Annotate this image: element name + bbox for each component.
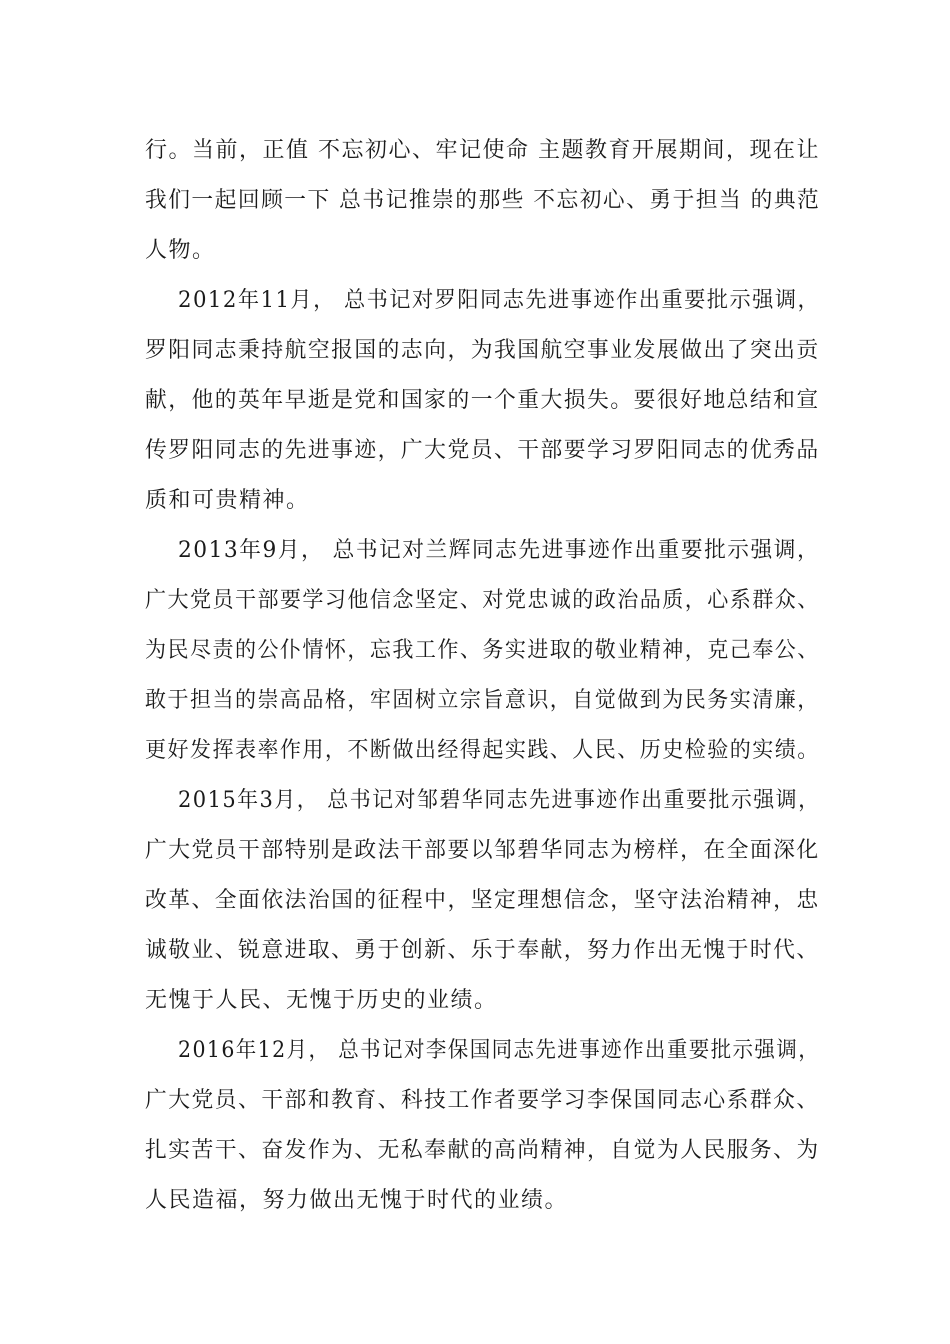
paragraph-line: 扎实苦干、奋发作为、无私奉献的高尚精神，自觉为人民服务、为 [145,1138,820,1163]
paragraph-line: 2012年11月， 总书记对罗阳同志先进事迹作出重要批示强调， [178,288,821,313]
paragraph-line: 广大党员干部要学习他信念坚定、对党忠诚的政治品质，心系群众、 [145,588,820,613]
paragraph-line: 2016年12月， 总书记对李保国同志先进事迹作出重要批示强调， [178,1038,821,1063]
paragraph-line: 我们一起回顾一下 总书记推崇的那些 不忘初心、勇于担当 的典范 [145,188,821,213]
paragraph-line: 2015年3月， 总书记对邹碧华同志先进事迹作出重要批示强调， [178,788,821,813]
paragraph-line: 广大党员干部特别是政法干部要以邹碧华同志为榜样，在全面深化 [145,838,820,863]
paragraph-line: 2013年9月， 总书记对兰辉同志先进事迹作出重要批示强调， [178,538,821,563]
paragraph-line: 广大党员、干部和教育、科技工作者要学习李保国同志心系群众、 [145,1088,820,1113]
paragraph-line: 为民尽责的公仆情怀，忘我工作、务实进取的敬业精神，克己奉公、 [145,638,820,663]
paragraph-line: 人物。 [145,238,216,263]
paragraph-line: 敢于担当的崇高品格，牢固树立宗旨意识，自觉做到为民务实清廉， [145,688,820,713]
paragraph-line: 行。当前，正值 不忘初心、牢记使命 主题教育开展期间，现在让 [145,138,820,163]
paragraph-line: 诚敬业、锐意进取、勇于创新、乐于奉献，努力作出无愧于时代、 [145,938,820,963]
paragraph-line: 无愧于人民、无愧于历史的业绩。 [145,988,498,1013]
paragraph-line: 人民造福，努力做出无愧于时代的业绩。 [145,1188,569,1213]
paragraph-line: 献，他的英年早逝是党和国家的一个重大损失。要很好地总结和宣 [145,388,820,413]
paragraph-line: 罗阳同志秉持航空报国的志向，为我国航空事业发展做出了突出贡 [145,338,820,363]
paragraph-line: 质和可贵精神。 [145,488,310,513]
paragraph-line: 传罗阳同志的先进事迹，广大党员、干部要学习罗阳同志的优秀品 [145,438,820,463]
paragraph-line: 改革、全面依法治国的征程中，坚定理想信念，坚守法治精神，忠 [145,888,820,913]
paragraph-line: 更好发挥表率作用，不断做出经得起实践、人民、历史检验的实绩。 [145,738,820,763]
